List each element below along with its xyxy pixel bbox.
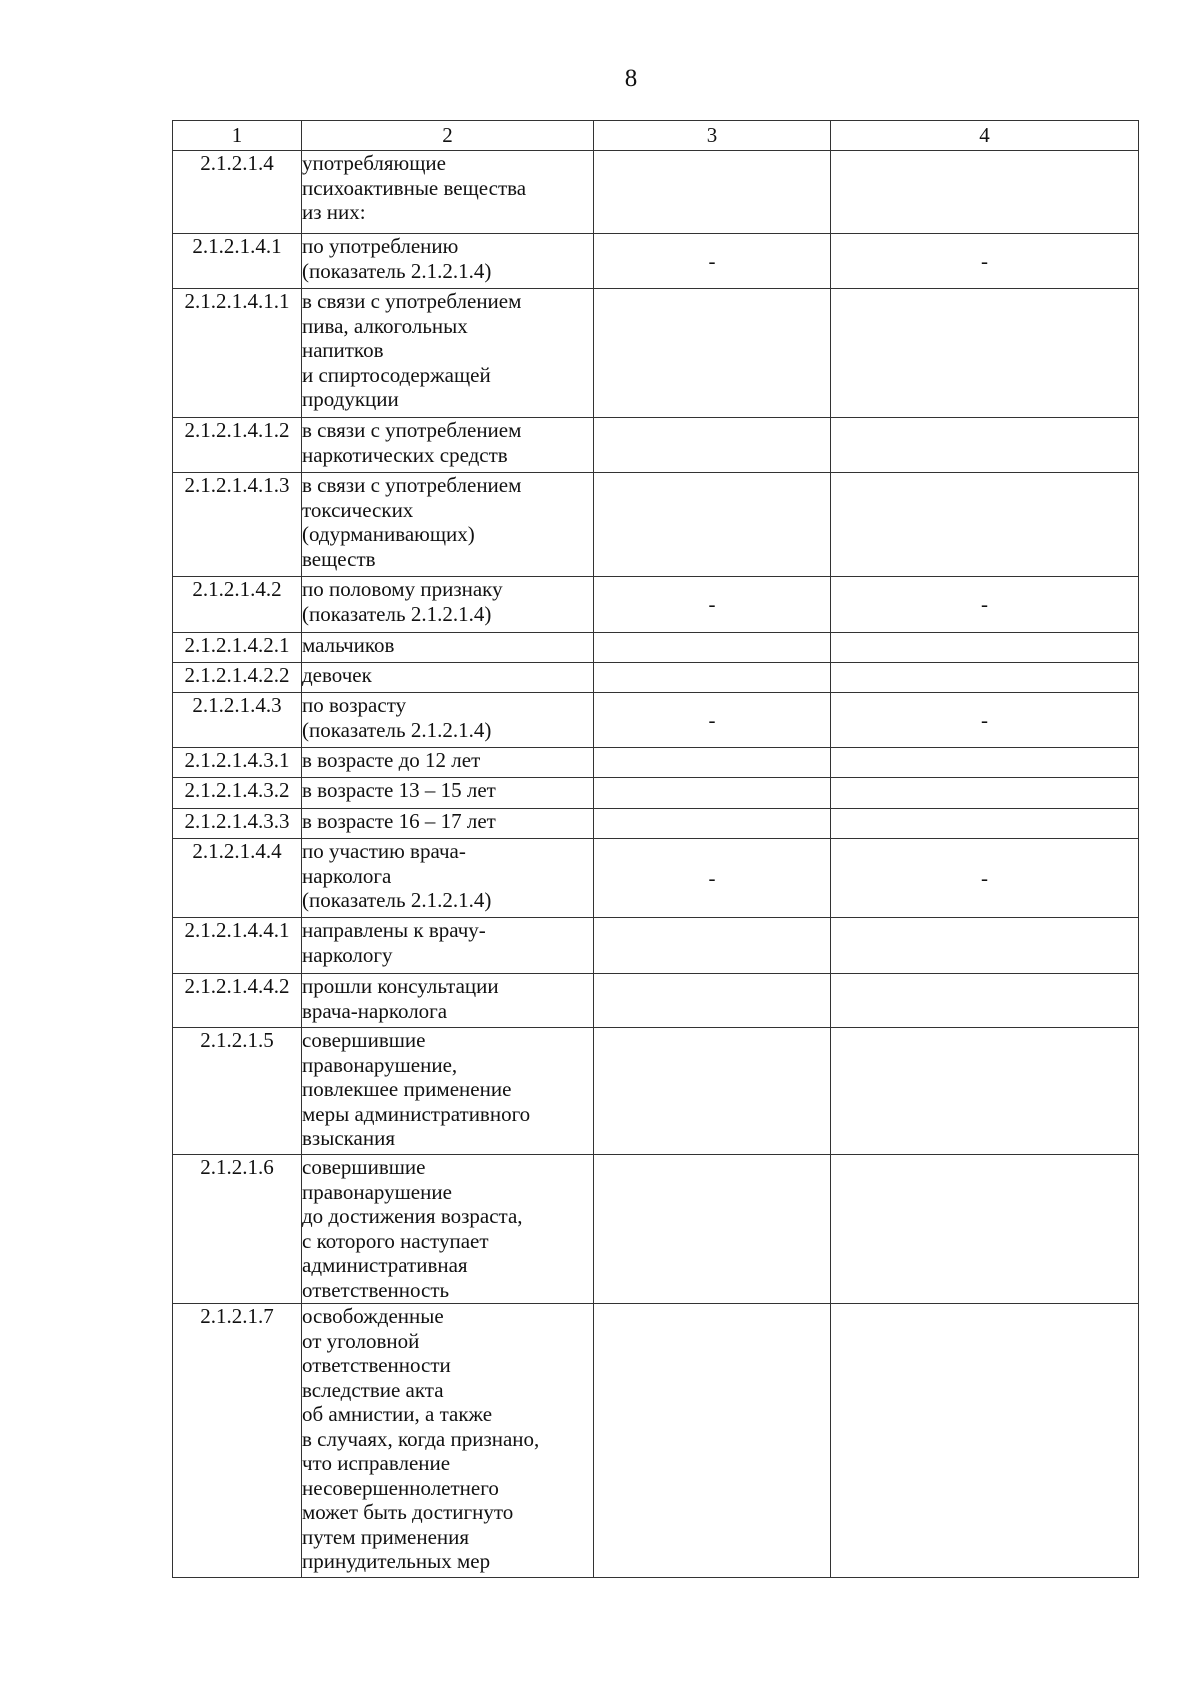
- table-row: [173, 418, 1139, 473]
- row-col3-cell: -: [594, 839, 831, 918]
- row-col3-cell: [594, 1028, 831, 1155]
- row-col3-cell: [594, 1304, 831, 1578]
- row-code-cell: 2.1.2.1.4.1.2: [173, 418, 302, 473]
- row-code-cell: 2.1.2.1.4.3.1: [173, 748, 302, 778]
- row-description-cell: [302, 418, 594, 473]
- row-col4-cell: -: [831, 693, 1139, 748]
- description-line: ответственность: [302, 1277, 450, 1302]
- row-col4-cell: [831, 418, 1139, 473]
- row-description-cell: [302, 633, 594, 663]
- row-col3-cell: [594, 778, 831, 809]
- description-line: токсических: [302, 497, 414, 522]
- row-description-cell: [302, 1155, 594, 1304]
- description-line: веществ: [302, 546, 376, 571]
- description-line: (показатель 2.1.2.1.4): [302, 888, 492, 912]
- row-description-cell: [302, 778, 594, 809]
- row-code-cell: 2.1.2.1.4.3: [173, 693, 302, 748]
- row-description-cell: [302, 473, 594, 577]
- row-col3-cell: [594, 289, 831, 418]
- description-line: взыскания: [302, 1126, 395, 1150]
- row-code-cell: 2.1.2.1.4.4.1: [173, 918, 302, 974]
- description-line: (показатель 2.1.2.1.4): [302, 717, 492, 742]
- description-line: (показатель 2.1.2.1.4): [302, 258, 492, 283]
- row-col3-cell: [594, 418, 831, 473]
- table-row: [173, 234, 1139, 289]
- row-code-cell: 2.1.2.1.4.4.2: [173, 974, 302, 1028]
- description-line: наркологу: [302, 942, 393, 967]
- description-line: (показатель 2.1.2.1.4): [302, 601, 492, 626]
- description-line: по участию врача-: [302, 839, 466, 863]
- row-col4-cell: -: [831, 839, 1139, 918]
- table-row: [173, 663, 1139, 693]
- description-line: до достижения возраста,: [302, 1204, 523, 1228]
- row-code-cell: 2.1.2.1.4.2: [173, 577, 302, 633]
- description-line: в связи с употреблением: [302, 289, 522, 313]
- row-col3-cell: [594, 633, 831, 663]
- row-col4-cell: [831, 151, 1139, 234]
- description-line: в связи с употреблением: [302, 418, 522, 442]
- table-row: [173, 809, 1139, 839]
- row-code-cell: 2.1.2.1.5: [173, 1028, 302, 1155]
- table-row: [173, 633, 1139, 663]
- row-col3-cell: -: [594, 577, 831, 633]
- description-line: несовершеннолетнего: [302, 1475, 499, 1500]
- row-code-cell: 2.1.2.1.4.2.1: [173, 633, 302, 663]
- description-line: по возрасту: [302, 693, 407, 717]
- row-col4-cell: [831, 974, 1139, 1028]
- table-row: [173, 974, 1139, 1028]
- description-line: врача-нарколога: [302, 998, 448, 1023]
- row-col4-cell: [831, 473, 1139, 577]
- row-description-cell: [302, 663, 594, 693]
- row-description-cell: [302, 809, 594, 839]
- description-line: по половому признаку: [302, 577, 503, 601]
- table-row: [173, 778, 1139, 809]
- row-code-cell: 2.1.2.1.4.3.2: [173, 778, 302, 809]
- description-line: принудительных мер: [302, 1549, 491, 1573]
- row-col4-cell: [831, 663, 1139, 693]
- row-col3-cell: [594, 748, 831, 778]
- row-description-cell: [302, 693, 594, 748]
- description-line: нарколога: [302, 863, 392, 888]
- table-row: [173, 1304, 1139, 1578]
- header-cell-col-1: 1: [173, 121, 302, 151]
- description-line: об амнистии, а также: [302, 1402, 493, 1426]
- description-line: из них:: [302, 200, 366, 224]
- description-line: продукции: [302, 387, 399, 411]
- row-description-cell: [302, 1028, 594, 1155]
- row-code-cell: 2.1.2.1.4.1: [173, 234, 302, 289]
- row-col4-cell: [831, 778, 1139, 809]
- row-code-cell: 2.1.2.1.4: [173, 151, 302, 234]
- row-description-cell: [302, 839, 594, 918]
- description-line: прошли консультации: [302, 974, 499, 998]
- row-col3-cell: [594, 809, 831, 839]
- row-col4-cell: [831, 809, 1139, 839]
- description-line: пива, алкогольных: [302, 313, 468, 338]
- row-col3-cell: -: [594, 234, 831, 289]
- table-row: [173, 839, 1139, 918]
- description-line: (одурманивающих): [302, 522, 475, 546]
- table-row: [173, 918, 1139, 974]
- row-col4-cell: -: [831, 234, 1139, 289]
- description-line: в связи с употреблением: [302, 473, 522, 497]
- table-header-row: [173, 121, 1139, 151]
- description-line: мальчиков: [302, 633, 395, 657]
- table-row: [173, 151, 1139, 234]
- page-number: 8: [624, 65, 638, 92]
- row-description-cell: [302, 1304, 594, 1578]
- description-line: вследствие акта: [302, 1377, 444, 1402]
- description-line: правонарушение: [302, 1179, 452, 1204]
- table-row: [173, 1155, 1139, 1304]
- description-line: меры административного: [302, 1101, 531, 1126]
- description-line: в возрасте 16 – 17 лет: [302, 809, 496, 833]
- table-row: [173, 473, 1139, 577]
- description-line: путем применения: [302, 1524, 470, 1549]
- description-line: административная: [302, 1253, 468, 1277]
- row-description-cell: [302, 289, 594, 418]
- row-col4-cell: [831, 918, 1139, 974]
- row-description-cell: [302, 974, 594, 1028]
- table-row: [173, 748, 1139, 778]
- description-line: девочек: [302, 663, 372, 687]
- row-code-cell: 2.1.2.1.4.1.3: [173, 473, 302, 577]
- description-line: в возрасте до 12 лет: [302, 748, 481, 772]
- description-line: напитков: [302, 338, 384, 362]
- description-line: может быть достигнуто: [302, 1500, 514, 1524]
- header-cell-col-4: 4: [831, 121, 1139, 151]
- row-code-cell: 2.1.2.1.4.4: [173, 839, 302, 918]
- table-body: [173, 121, 1139, 1578]
- row-col3-cell: [594, 974, 831, 1028]
- description-line: в возрасте 13 – 15 лет: [302, 778, 496, 802]
- description-line: психоактивные вещества: [302, 175, 527, 200]
- row-description-cell: [302, 918, 594, 974]
- row-code-cell: 2.1.2.1.7: [173, 1304, 302, 1578]
- row-col4-cell: [831, 1155, 1139, 1304]
- row-col4-cell: [831, 633, 1139, 663]
- description-line: совершившие: [302, 1155, 426, 1179]
- description-line: с которого наступает: [302, 1228, 489, 1253]
- row-col3-cell: [594, 1155, 831, 1304]
- row-description-cell: [302, 234, 594, 289]
- row-description-cell: [302, 151, 594, 234]
- description-line: употребляющие: [302, 151, 446, 175]
- row-col4-cell: [831, 748, 1139, 778]
- description-line: совершившие: [302, 1028, 426, 1052]
- table-row: [173, 1028, 1139, 1155]
- row-col3-cell: [594, 473, 831, 577]
- description-line: что исправление: [302, 1451, 451, 1475]
- description-line: и спиртосодержащей: [302, 362, 491, 387]
- row-col4-cell: -: [831, 577, 1139, 633]
- row-col4-cell: [831, 289, 1139, 418]
- description-line: правонарушение,: [302, 1052, 458, 1077]
- row-col4-cell: [831, 1028, 1139, 1155]
- row-code-cell: 2.1.2.1.4.3.3: [173, 809, 302, 839]
- row-col3-cell: [594, 151, 831, 234]
- header-cell-col-3: 3: [594, 121, 831, 151]
- description-line: ответственности: [302, 1353, 451, 1377]
- row-description-cell: [302, 748, 594, 778]
- row-code-cell: 2.1.2.1.4.2.2: [173, 663, 302, 693]
- description-line: освобожденные: [302, 1304, 444, 1328]
- row-code-cell: 2.1.2.1.6: [173, 1155, 302, 1304]
- description-line: направлены к врачу-: [302, 918, 486, 942]
- row-col4-cell: [831, 1304, 1139, 1578]
- row-code-cell: 2.1.2.1.4.1.1: [173, 289, 302, 418]
- description-line: от уголовной: [302, 1328, 420, 1353]
- row-col3-cell: [594, 918, 831, 974]
- header-cell-col-2: 2: [302, 121, 594, 151]
- row-description-cell: [302, 577, 594, 633]
- report-table: [172, 120, 1139, 1578]
- row-col3-cell: [594, 663, 831, 693]
- table-row: [173, 289, 1139, 418]
- table-row: [173, 577, 1139, 633]
- description-line: наркотических средств: [302, 442, 508, 467]
- row-col3-cell: -: [594, 693, 831, 748]
- description-line: повлекшее применение: [302, 1077, 512, 1101]
- description-line: по употреблению: [302, 234, 459, 258]
- description-line: в случаях, когда признано,: [302, 1426, 540, 1451]
- table-row: [173, 693, 1139, 748]
